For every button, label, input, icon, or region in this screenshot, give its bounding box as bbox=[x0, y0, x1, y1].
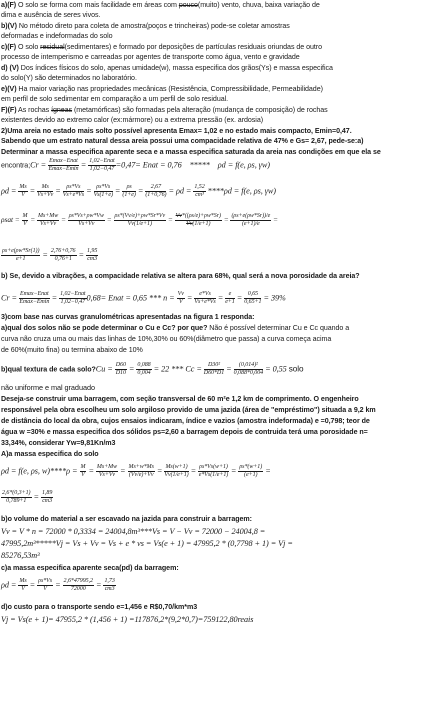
formula-rsat: ρsat = $\frac{M}{V}$ = $\frac{Ms+Mw}{Vs+Vv}$ = $\frac{\rho s*Vs+\rho w*Vw}{Vs+Vv}$ = $\frac{\rho s*(Vv/e)+\rho w*Sr*Vv}{Vv(1/e+1)}$ = $\frac{Vv*((\rho s/e)+\rho w*Sr)}{Vv(1/e+1)}$ = $\frac{(\rho s+e(\rho w*Sr))/e}{(e+1)/e}$ = bbox=[1, 213, 278, 227]
formula-q4b1: Vv = V * n = 72000 * 0,3334 = 24004,8m³***Vs = V − Vv = 72000 − 24004,8 = bbox=[1, 527, 266, 536]
line-a1: a)(F) O solo se forma com mais facilidade em áreas com pouco(muito) vento, chuva, baixa variação de bbox=[1, 1, 320, 9]
line-q3b2: não uniforme e mal graduado bbox=[1, 383, 95, 392]
formula-q4a2: $\frac{2,6*(0,3+1)}{0,789+1}$ = $\frac{1,89}{cm3}$ bbox=[2, 490, 53, 504]
line-q2c: Determinar a massa especifica aparente seca e a massa especifica saturada da areia nas condições em que ela se bbox=[1, 148, 381, 156]
line-f2: existentes devido ao extremo calor (ex:mármore) ou a extrema pressão (ex. ardosia) bbox=[1, 116, 264, 124]
line-d1: d) (V) Dos índices físicos do solo, apenas umidade(w), massa especifica dos grãos(Ys) e massa especifica bbox=[1, 64, 333, 72]
line-q4q4: d)o custo para o transporte sendo e=1,456 e R$0,70/km*m3 bbox=[1, 603, 198, 611]
formula-cr1: encontra;Cr = Emax−Enat Emax−Emin = 1,02−Enat 1,02−0,47 =0,47= Enat = 0,76 ***** ρd = f(e, ρs, γw) bbox=[1, 158, 270, 172]
formula-rho1: ρd = $\frac{Ms}{V}$ = $\frac{Ms}{Vs+Vv}$ = $\frac{\rho s*Vs}{Vs+e*Vs}$ = $\frac{\rho s*Vs}{Vs(1+e)}$ = $\frac{\rho s}{(1+e)}$ = $\frac{2,67}{(1+0,76)}$ = ρd = $\frac{1,52}{\text{cm³}}$ ****ρd = f(e, ρs, γw) bbox=[1, 184, 276, 198]
line-c2: processo de intemperismo e carreadas por agentes de transporte como água, vento e gravidade bbox=[1, 53, 300, 61]
line-q3a3: de 60%(muito fina) ou termina abaixo de 10% bbox=[1, 346, 143, 354]
line-q3a1: a)qual dos solos não se pode determinar o Cu e Cc? por que? Não é possível determinar Cu e Cc quando a bbox=[1, 324, 350, 332]
line-q4a: Deseja-se construir uma barragem, com seção transversal de 60 m²e 1,2 km de comprimento. O engenheiro bbox=[1, 395, 359, 403]
line-q3a2: curva não cruza uma ou mais das linhas de 10%,30% ou 60%(diâmetro que passa) a curva começa acima bbox=[1, 335, 332, 343]
formula-rsat2: $\frac{\rho s+e(\rho w*Sr(1))}{e+1}$ = $\frac{2,76+0,76}{0,76+1}$ = $\frac{1,95}{cm3}$ bbox=[2, 248, 98, 262]
formula-q3b: b)qual textura de cada solo?Cu = $\frac{D60}{D10}$ = $\frac{0,088}{0,004}$ = 22 *** Cc = $\frac{\text{D30²}}{D60*D1}$ = $\frac{\text{(0,014)²}}{0,088*0,004}$ = 0,55 solo bbox=[1, 362, 304, 376]
line-q4q1: A)a massa especifica do solo bbox=[1, 450, 99, 458]
line-f1: F)(F) As rochas ígneas (metamórficas) são formadas pela alteração (mudança de composição) de rochas bbox=[1, 106, 328, 114]
line-q4d: água w =30% e massa especifica dos sólidos ps=2,60 a barragem depois de contruida terá uma porosidade n= bbox=[1, 428, 368, 436]
formula-q4b2: 47995,2m³*****Vj = Vs + Vv = Vs + e * vs = Vs(e + 1) = 47995,2 * (0,7798 + 1) = Vj = bbox=[1, 539, 293, 548]
formula-q4b3: 85276,53m³ bbox=[1, 551, 40, 560]
line-q4e: 33,34%, considerar Yw=9,81Kn/m3 bbox=[1, 439, 116, 447]
line-b1: b)(V) No método direto para coleta de amostra(poços e trincheiras) pode-se coletar amostras bbox=[1, 22, 290, 30]
formula-q4d1: Vj = Vs(e + 1)= 47955,2 * (1,456 + 1) =117876,2*(9,2*0,7)=759122,80reais bbox=[1, 615, 254, 624]
line-q2a: 2)Uma areia no estado mais solto possível apresenta Emax= 1,02 e no estado mais compacto, Emin=0,47. bbox=[1, 127, 352, 135]
formula-q4a1: ρd = f(e, ρs, w)****ρ = $\frac{M}{V}$ = $\frac{Ms+Mw}{Vs+Vv}$ = $\frac{Ms+w*Ms}{(Vv/e)+Vv}$ = $\frac{Ms(w+1)}{Vv(1/e+1)}$ = $\frac{\rho s*Vs(w+1)}{e*Vs(1/e+1)}$ = $\frac{\rho s*(w+1)}{(e+1)}$ = bbox=[1, 464, 271, 478]
line-q4b: responsável pela obra escolheu um solo argiloso provido de uma jazida (área de "empréstimo") situada a 9,2 km bbox=[1, 406, 376, 414]
line-q4c: de distância do local da obra, cujos ensaios indicaram, índice e vazios (amostra indeformada) e =0,798; teor de bbox=[1, 417, 370, 425]
formula-cr2: Cr = Emax−Enat Emax−Emin = 1,02−Enat 1,02−0,47 0,68= Enat = 0,65 *** n = $\frac{Vv}{V}$ = $\frac{e*Vs}{Vs+e*Vs}$ = $\frac{e}{e+1}$ = $\frac{0,65}{0,65+1}$ = 39% bbox=[1, 291, 286, 305]
line-q4q3: c)a massa especifica aparente seca(pd) da barragem: bbox=[1, 564, 179, 572]
line-b2: deformadas e indeformadas do solo bbox=[1, 32, 113, 40]
line-c1: c)(F) O solo residual(sedimentares) e formado por deposições de partículas residuais oriundas de outro bbox=[1, 43, 323, 51]
line-a2: dima e ausência de seres vivos. bbox=[1, 11, 101, 19]
line-e1: e)(V) Ha maior variação nas propriedades mecânicas (Resistência, Compressibilidade, Permeabilidade) bbox=[1, 85, 323, 93]
line-q2b: Sabendo que um estrato natural dessa areia possui uma compacidade relativa de 47% e Gs= 2,67, pede-se:a) bbox=[1, 137, 364, 145]
line-e2: em perfil de solo sedimentar em comparação a um perfil de solo residual. bbox=[1, 95, 229, 103]
line-d2: do solo(Y) são determinados no laboratório. bbox=[1, 74, 137, 82]
line-q2b-question: b) Se, devido a vibrações, a compacidade relativa se altera para 68%, qual será a nova porosidade da areia? bbox=[1, 272, 360, 280]
formula-q4c1: ρd = $\frac{Ms}{V}$ = $\frac{\rho s*Vs}{V}$ = $\frac{2,6*47995,2}{72000}$ = $\frac{1,73}{cm3}$ bbox=[1, 578, 115, 592]
line-q3: 3)com base nas curvas granulométricas apresentadas na figura 1 responda: bbox=[1, 313, 255, 321]
line-q4q2: b)o volume do material a ser escavado na jazida para construir a barragem: bbox=[1, 515, 252, 523]
